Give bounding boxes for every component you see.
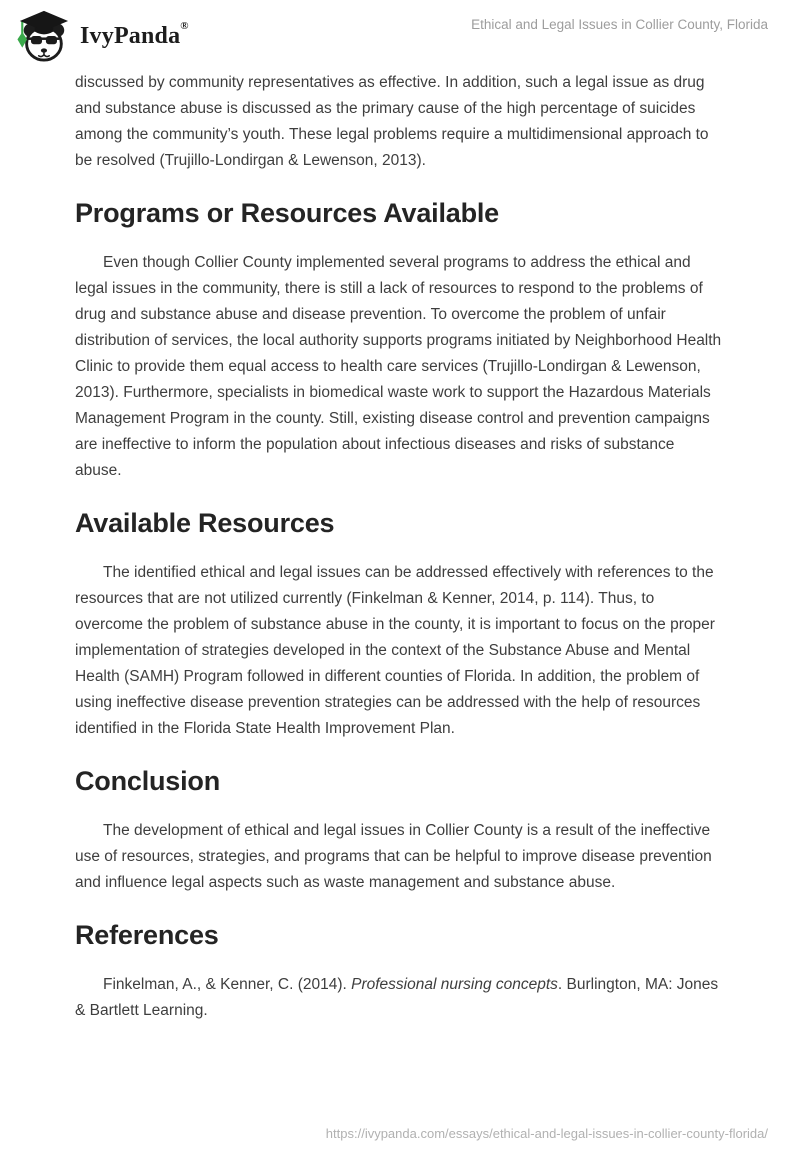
paragraph-available-resources: The identified ethical and legal issues can be addressed effectively with references to the resources that are not utilized currently (Finkelman & Kenner, 2014, p. 114). Thus, to overcome the problem of substance abuse in the county, it is important to focus on the proper implementation of strategies developed in the context of the Substance Abuse and Mental Health (SAMH) Program followed in different counties of Florida. In addition, the problem of using ineffective disease prevention strategies can be addressed with the help of resources identified in the Florida State Health Improvement Plan. (75, 564, 715, 737)
heading-conclusion: Conclusion (75, 766, 220, 796)
brand (14, 9, 189, 63)
page-url: https://ivypanda.com/essays/ethical-and-legal-issues-in-collier-county-florida/ (325, 1126, 768, 1141)
paragraph-programs-or-resources: Even though Collier County implemented several programs to address the ethical and legal issues in the community, there is still a lack of resources to respond to the problems of drug and substance abuse and disease prevention. To overcome the problem of unfair distribution of services, the local authority supports programs initiated by Neighborhood Health Clinic to provide them equal access to health care services (Trujillo-Londirgan & Lewenson, 2013). Furthermore, specialists in biomedical waste work to support the Hazardous Materials Management Program in the county. Still, existing disease control and prevention campaigns are ineffective to inform the population about infectious diseases and risks of substance abuse. (75, 254, 722, 479)
panda-graduate-icon (14, 9, 72, 63)
brand-name: IvyPanda (80, 23, 181, 49)
heading-references: References (75, 920, 219, 950)
essay-content (0, 70, 800, 1024)
heading-available-resources: Available Resources (75, 508, 335, 538)
reference-publisher: . Burlington, MA: Jones & Bartlett Learning. (75, 976, 719, 1019)
paragraph-intro-continuation: discussed by community representatives as effective. In addition, such a legal issue as drug and substance abuse is discussed as the primary cause of the high percentage of suicides among the community’s youth. These legal problems require a multidimensional approach to be resolved (Trujillo-Londirgan & Lewenson, 2013). (75, 74, 709, 169)
reference-authors-year: Finkelman, A., & Kenner, C. (2014). (103, 976, 352, 993)
page-header (0, 0, 800, 70)
reference-entry (75, 972, 725, 1024)
reference-title-italic: Professional nursing concepts (351, 976, 558, 993)
heading-programs-or-resources: Programs or Resources Available (75, 198, 499, 228)
page-footer (326, 1126, 768, 1141)
document-title: Ethical and Legal Issues in Collier County, Florida (471, 17, 768, 32)
registered-mark: ® (180, 20, 189, 32)
paragraph-conclusion: The development of ethical and legal issues in Collier County is a result of the ineffective use of resources, strategies, and programs that can be helpful to improve disease prevention and influence legal aspects such as waste management and substance abuse. (75, 822, 712, 891)
